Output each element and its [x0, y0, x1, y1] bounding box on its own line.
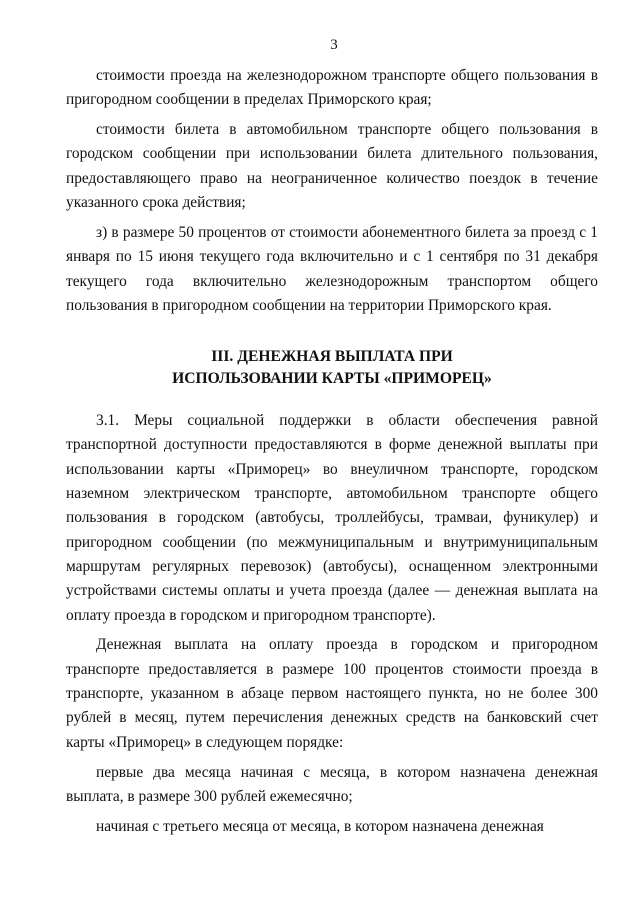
paragraph-first-two-months: первые два месяца начиная с месяца, в котором назначена денежная выплата, в размере 300 рублей ежемесячно;: [66, 763, 598, 805]
paragraph-item-z: з) в размере 50 процентов от стоимости абонементного билета за проезд с 1 января по 15 июня текущего года включительно и с 1 сентября по 31 декабря текущего года включительно железнодорожным транспортом общего пользования в пригородном сообщении на территории Приморского края.: [66, 223, 598, 314]
paragraph-3-1: 3.1. Меры социальной поддержки в области обеспечения равной транспортной доступности предоставляются в форме денежной выплаты при использовании карты «Приморец» во внеуличном транспорте, городском наземном электрическом транспорте, автомобильном транспорте общего пользования в городском (автобусы, троллейбусы, трамваи, фуникулер) и пригородном сообщении (по межмуниципальным и внутримуниципальным маршрутам регулярных перевозок) (автобусы), оснащенном электронными устройствами системы оплаты и учета проезда (далее — денежная выплата на оплату проезда в городском и пригородном транспорте).: [66, 412, 598, 624]
paragraph-payment-amount: Денежная выплата на оплату проезда в городском и пригородном транспорте предоставляется в размере 100 процентов стоимости проезда в транспорте, указанном в абзаце первом настоящего пункта, но не более 300 рублей в месяц, путем перечисления денежных средств на банковский счет карты «Приморец» в следующем порядке:: [66, 636, 598, 751]
paragraph-fare-bus-ticket: стоимости билета в автомобильном транспорте общего пользования в городском сообщении при использовании билета длительного пользования, предоставляющего право на неограниченное количество поездок в течение указанного срока действия;: [66, 121, 598, 212]
section-title-line-2: ИСПОЛЬЗОВАНИИ КАРТЫ «ПРИМОРЕЦ»: [172, 370, 492, 388]
paragraph-fare-railway: стоимости проезда на железнодорожном транспорте общего пользования в пригородном сообщении в пределах Приморского края;: [66, 67, 598, 109]
document-body: [66, 64, 598, 845]
page-number: 3: [330, 37, 338, 53]
section-title: [66, 346, 598, 390]
paragraph-third-month: начиная с третьего месяца от месяца, в котором назначена денежная: [96, 817, 544, 835]
section-title-line-1: III. ДЕНЕЖНАЯ ВЫПЛАТА ПРИ: [211, 348, 453, 366]
